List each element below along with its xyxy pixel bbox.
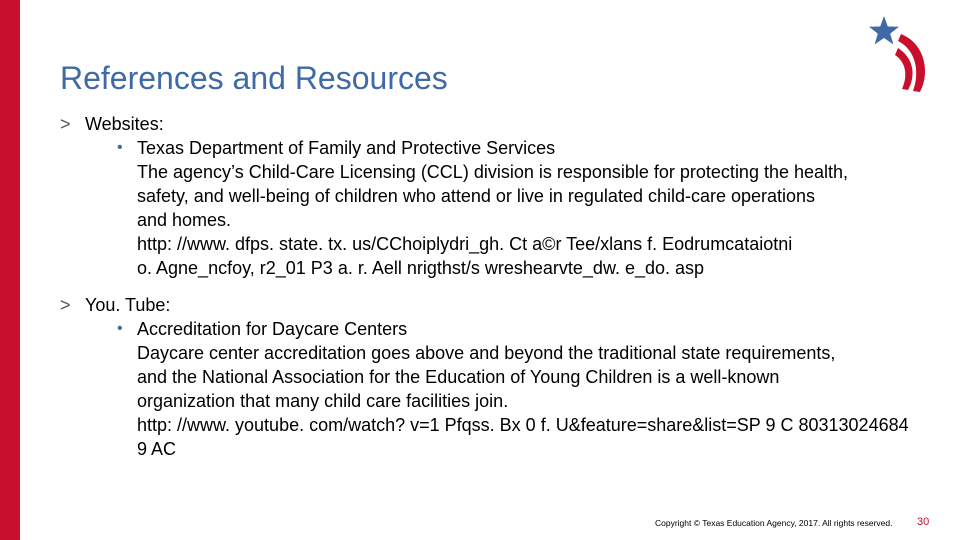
section-heading: You. Tube: [85,295,171,315]
section-heading: Websites: [85,114,164,134]
chevron-right-icon: > [60,295,71,315]
left-accent-bar [0,0,20,540]
item-title: Accreditation for Daycare Centers [137,319,408,339]
chevron-right-icon: > [60,114,71,134]
bullet-icon: • [117,320,123,337]
page-number: 30 [917,516,930,528]
item-description: The agency’s Child-Care Licensing (CCL) division is responsible for protecting the health, [137,162,849,182]
item-description: organization that many child care facilities join. [137,391,509,411]
item-url[interactable]: 9 AC [137,439,177,459]
item-description: safety, and well-being of children who attend or live in regulated child-care operations [137,186,816,206]
page-title: References and Resources [60,60,448,96]
item-description: and homes. [137,210,232,230]
slide-content [60,112,920,461]
item-url[interactable]: o. Agne_ncfoy, r2_01 P3 a. r. Aell nrigthst/s wreshearvte_dw. e_do. asp [137,258,705,278]
section-youtube [60,293,920,461]
item-title: Texas Department of Family and Protective Services [137,138,556,158]
list-item [117,136,920,280]
copyright-text: Copyright © Texas Education Agency, 2017. All rights reserved. [655,518,893,528]
item-description: and the National Association for the Education of Young Children is a well-known [137,367,780,387]
item-description: Daycare center accreditation goes above and beyond the traditional state requirements, [137,343,836,363]
bullet-icon: • [117,139,123,156]
item-url[interactable]: http: //www. youtube. com/watch? v=1 Pfqss. Bx 0 f. U&feature=share&list=SP 9 C 80313024684 [137,415,909,435]
item-url[interactable]: http: //www. dfps. state. tx. us/CChoiplydri_gh. Ct a©r Tee/xlans f. Eodrumcataiotni [137,234,793,254]
texas-education-agency-star-logo-icon [868,14,936,96]
list-item [117,317,920,461]
section-websites [60,112,920,280]
